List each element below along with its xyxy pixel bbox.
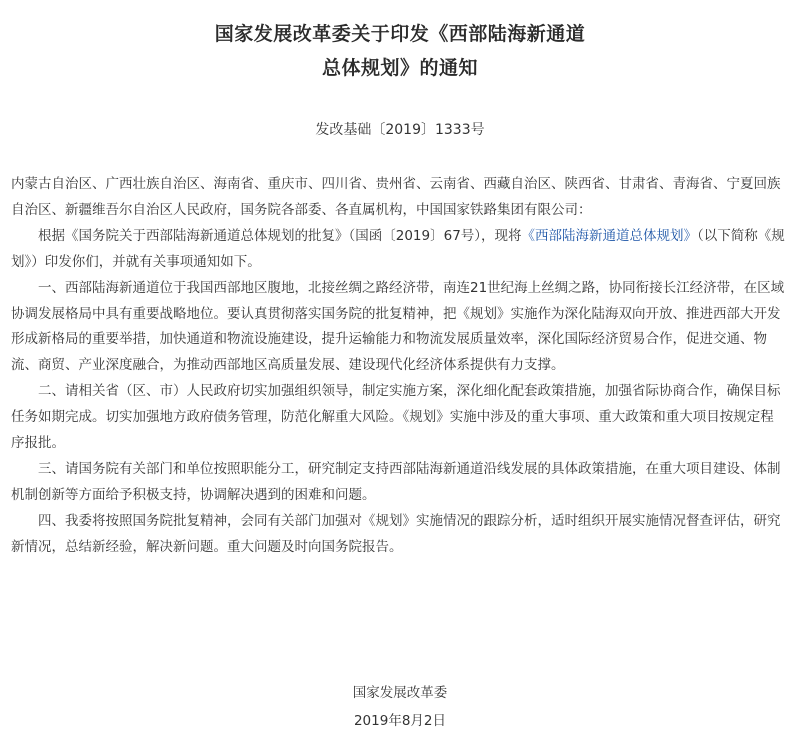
- document-number: 发改基础〔2019〕1333号: [315, 122, 485, 138]
- document-body: [11, 172, 787, 561]
- recipients: 内蒙古自治区、广西壮族自治区、海南省、重庆市、四川省、贵州省、云南省、西藏自治区、陕西省、甘肃省、青海省、宁夏回族自治区、新疆维吾尔自治区人民政府，国务院各部委、各直属机构，中国国家铁路集团有限公司：: [11, 176, 781, 218]
- document-title-line1: 国家发展改革委关于印发《西部陆海新通道: [214, 23, 586, 45]
- intro-paragraph: [11, 224, 787, 276]
- signature-org: 国家发展改革委: [352, 685, 448, 701]
- paragraph-item-4: 四、我委将按照国务院批复精神，会同有关部门加强对《规划》实施情况的跟踪分析，适时组织开展实施情况督查评估，研究新情况，总结新经验，解决新问题。重大问题及时向国务院报告。: [11, 512, 781, 555]
- paragraph-item-1: 一、西部陆海新通道位于我国西部地区腹地，北接丝绸之路经济带，南连21世纪海上丝绸之路，协同衔接长江经济带，在区域协调发展格局中具有重要战略地位。要认真贯彻落实国务院的批复精神，把《规划》实施作为深化陆海双向开放、推进西部大开发形成新格局的重要举措，加快通道和物流设施建设，提升运输能力和物流发展质量效率，深化国际经济贸易合作，促进交通、物流、商贸、产业深度融合，为推动西部地区高质量发展、建设现代化经济体系提供有力支撑。: [11, 279, 785, 374]
- signature-date: 2019年8月2日: [353, 713, 447, 729]
- document-title-line2: 总体规划》的通知: [321, 57, 478, 79]
- intro-text-before: 根据《国务院关于西部陆海新通道总体规划的批复》（国函〔2019〕67号），现将: [38, 227, 522, 244]
- intro-text-after: （以下简称《规划》）印发你们，并就有关事项通知如下。: [11, 227, 785, 270]
- paragraph-item-2: 二、请相关省（区、市）人民政府切实加强组织领导，制定实施方案，深化细化配套政策措施，加强省际协商合作，确保目标任务如期完成。切实加强地方政府债务管理，防范化解重大风险。《规划》实施中涉及的重大事项、重大政策和重大项目按规定程序报批。: [11, 383, 781, 452]
- paragraph-item-3: 三、请国务院有关部门和单位按照职能分工，研究制定支持西部陆海新通道沿线发展的具体政策措施，在重大项目建设、体制机制创新等方面给予积极支持，协调解决遇到的困难和问题。: [11, 460, 781, 503]
- plan-link[interactable]: 《西部陆海新通道总体规划》: [521, 227, 698, 244]
